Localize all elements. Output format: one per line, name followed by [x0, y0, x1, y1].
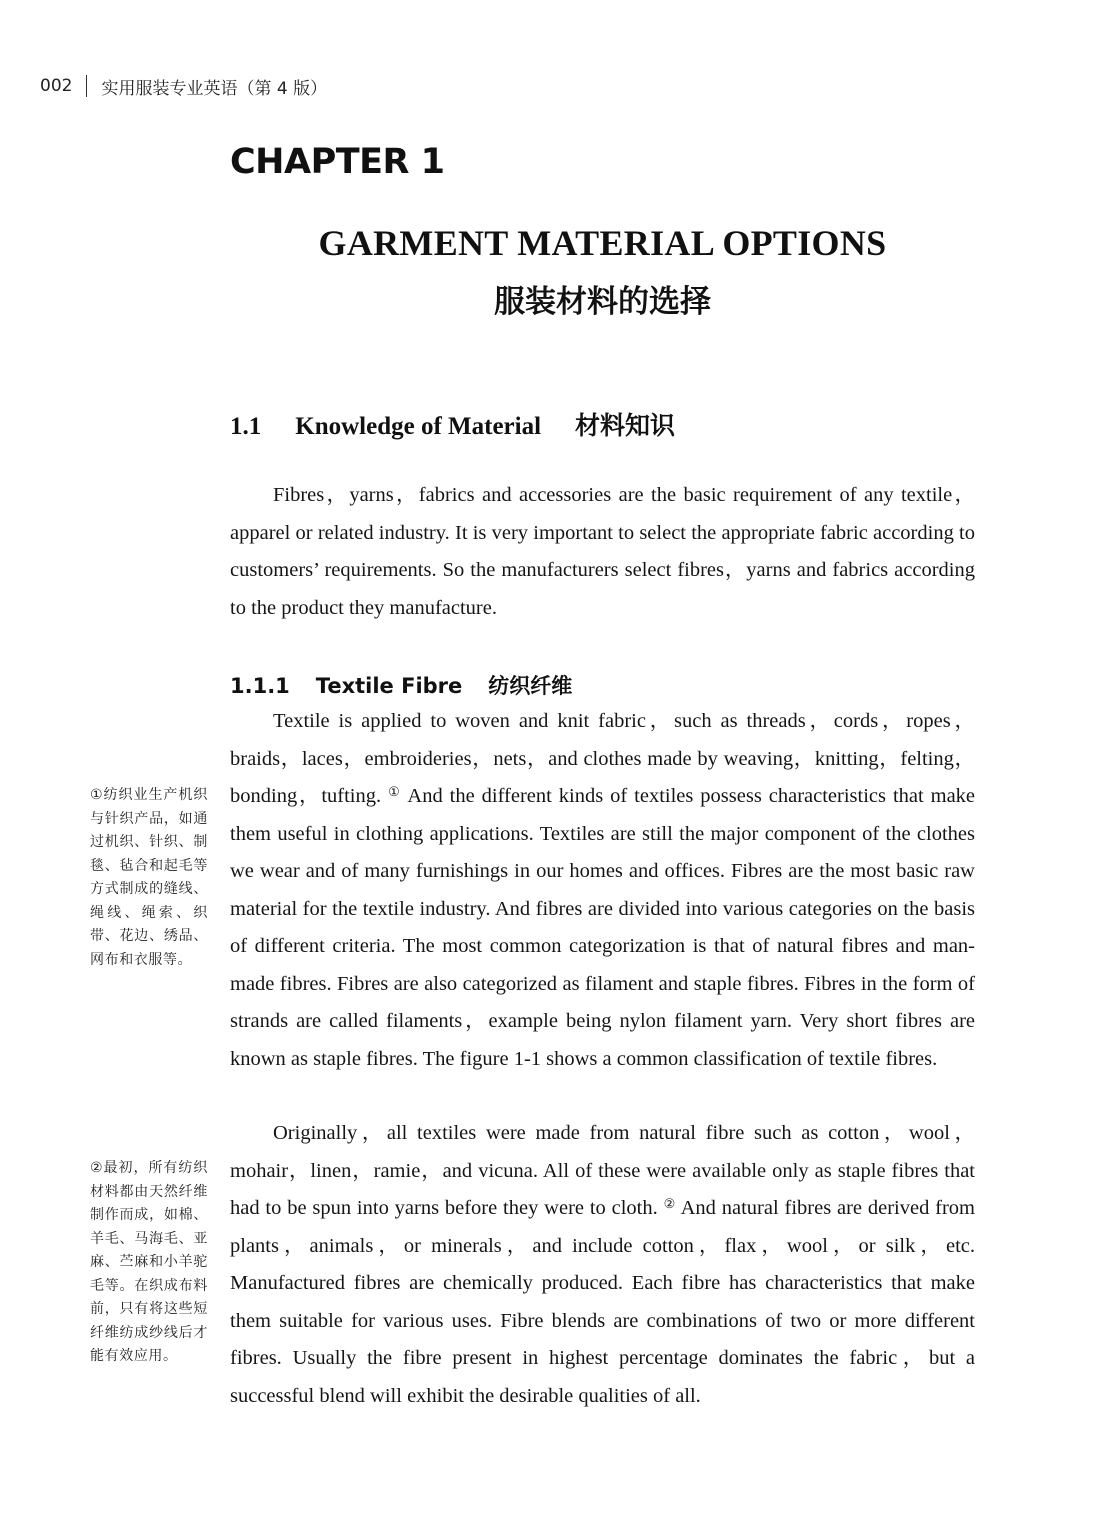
- subsection-heading: [230, 670, 572, 700]
- subsection-title-en: Textile Fibre: [315, 674, 463, 698]
- chapter-title-en: GARMENT MATERIAL OPTIONS: [318, 223, 887, 263]
- paragraph-natural-fibre: [230, 1115, 975, 1415]
- paragraph-text: Originally，all textiles were made from natural fibre such as cotton，wool，mohair，linen，ramie，and vicuna. All of these were available only as staple fibres that had to be spun into yarns before they were to cloth.: [230, 1122, 975, 1219]
- chapter-title-zh: 服装材料的选择: [494, 284, 711, 320]
- header-divider: [86, 75, 87, 97]
- book-title: 实用服装专业英语（第 4 版）: [101, 78, 328, 99]
- running-header: [40, 72, 327, 100]
- subsection-title-zh: 纺织纤维: [488, 674, 573, 698]
- chapter-label: CHAPTER 1: [230, 142, 445, 182]
- paragraph-intro: Fibres，yarns，fabrics and accessories are the basic requirement of any textile，apparel or related industry. It is very important to select the appropriate fabric according to customers’ requirements. So the manufacturers select fibres，yarns and fabrics according to the product they manufacture.: [230, 484, 975, 619]
- section-heading: [230, 406, 675, 442]
- paragraph-text: And natural fibres are derived from plants，animals，or minerals，and include cotton，flax，wool，or silk，etc. Manufactured fibres are chemically produced. Each fibre has characteristics that make them suitable for various uses. Fibre blends are combinations of two or more different fibres. Usually the fibre present in highest percentage dominates the fabric，but a successful blend will exhibit the desirable qualities of all.: [230, 1197, 976, 1407]
- footnote-marker: ②: [663, 1196, 676, 1211]
- paragraph-text: Textile is applied to woven and knit fabric，such as threads，cords，ropes，braids，laces，embroideries，nets，and clothes made by weaving，knitting，felting，bonding，tufting.: [230, 710, 975, 807]
- margin-note: ②最初，所有纺织材料都由天然纤维制作而成，如棉、羊毛、马海毛、亚麻、苎麻和小羊驼毛等。在织成布料前，只有将这些短纤维纺成纱线后才能有效应用。: [90, 1160, 208, 1364]
- paragraph-text: And the different kinds of textiles possess characteristics that make them useful in clothing applications. Textiles are still the major component of the clothes we wear and of many furnishings in our homes and offices. Fibres are the most basic raw material for the textile industry. And fibres are divided into various categories on the basis of different criteria. The most common categorization is that of natural fibres and man-made fibres. Fibres are also categorized as filament and staple fibres. Fibres in the form of strands are called filaments，example being nylon filament yarn. Very short fibres are known as staple fibres. The figure 1-1 shows a common classification of textile fibres.: [230, 785, 976, 1070]
- paragraph-textile: [230, 703, 975, 1078]
- section-number: 1.1: [230, 413, 262, 440]
- margin-note: ①纺织业生产机织与针织产品，如通过机织、针织、制毯、毡合和起毛等方式制成的缝线、绳线、绳索、织带、花边、绣品、网布和衣服等。: [90, 787, 208, 968]
- subsection-number: 1.1.1: [230, 674, 290, 698]
- footnote-marker: ①: [388, 784, 402, 799]
- section-title-zh: 材料知识: [575, 413, 676, 440]
- section-title-en: Knowledge of Material: [295, 413, 542, 440]
- page-number: 002: [40, 76, 73, 96]
